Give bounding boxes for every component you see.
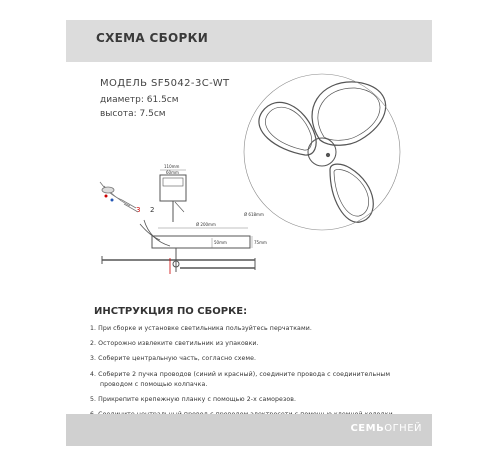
wire-red-icon: [105, 195, 108, 198]
canopy-plate: [152, 236, 250, 248]
diameter-dim-text: Ø 618mm: [244, 212, 264, 217]
model-label: МОДЕЛЬ SF5042-3C-WT: [100, 78, 230, 89]
lamp-side-view: [102, 175, 255, 272]
instruction-step: 5. Прикрепите крепежную планку с помощью 2-х саморезов.: [90, 395, 297, 403]
height-label: высота: 7.5см: [100, 109, 166, 119]
center-disc: [308, 138, 336, 166]
dim-top-small: 110mm: [164, 164, 180, 169]
instruction-steps: [90, 324, 450, 425]
instructions-title: ИНСТРУКЦИЯ ПО СБОРКЕ:: [94, 306, 248, 317]
label-2: 2: [150, 206, 155, 214]
page-title: СХЕМА СБОРКИ: [96, 31, 209, 45]
diameter-label: диаметр: 61.5см: [100, 95, 179, 105]
instruction-step: 1. При сборке и установке светильника пользуйтесь перчатками.: [90, 325, 312, 332]
dim-height: 75mm: [254, 240, 267, 245]
label-3: 3: [136, 206, 141, 214]
dim-top-inner: 60mm: [166, 170, 179, 175]
instruction-step: 2. Осторожно извлеките светильник из упаковки.: [90, 340, 259, 348]
footer-bar: [66, 414, 432, 446]
instruction-step: 4. Соберите 2 пучка проводов (синий и красный), соедините провода с соединительным проводом с помощью колпачка.: [90, 370, 391, 388]
petal-bottom: [330, 164, 373, 222]
dim-width: Ø 200mm: [196, 222, 216, 227]
mount-box: [160, 175, 186, 201]
brand-logo: СЕМЬОГНЕЙ: [350, 423, 422, 434]
center-dot: [327, 154, 330, 157]
lamp-top-view: [244, 74, 400, 230]
wire-blue-icon: [111, 199, 114, 202]
petal-left-inner: [265, 107, 311, 150]
instruction-step: 3. Соберите центральную часть, согласно схеме.: [90, 355, 257, 363]
dim-side: 50mm: [214, 240, 227, 245]
